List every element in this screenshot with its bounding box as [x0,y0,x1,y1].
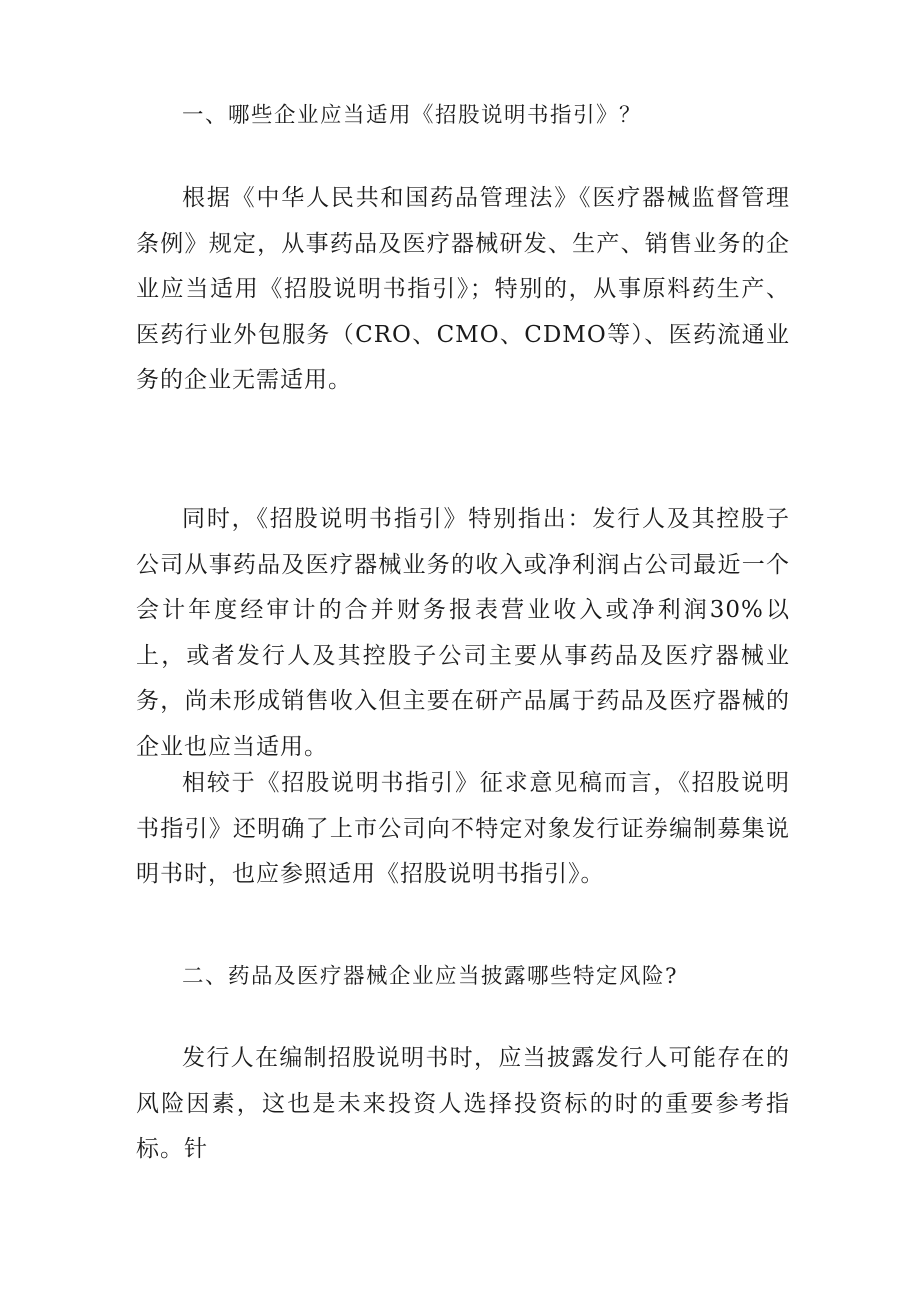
paragraph-risk-disclosure: 发行人在编制招股说明书时，应当披露发行人可能存在的风险因素，这也是未来投资人选择投资标的时的重要参考指标。针 [136,1045,790,1162]
paragraph-comparison: 相较于《招股说明书指引》征求意见稿而言，《招股说明书指引》还明确了上市公司向不特定对象发行证券编制募集说明书时，也应参照适用《招股说明书指引》。 [136,770,790,887]
paragraph-applicability: 根据《中华人民共和国药品管理法》《医疗器械监督管理条例》规定，从事药品及医疗器械研发、生产、销售业务的企业应当适用《招股说明书指引》；特别的，从事原料药生产、医药行业外包服务（CRO、CMO、CDMO等）、医药流通业务的企业无需适用。 [136,185,790,393]
paragraph-revenue-threshold: 同时，《招股说明书指引》特别指出：发行人及其控股子公司从事药品及医疗器械业务的收入或净利润占公司最近一个会计年度经审计的合并财务报表营业收入或净利润30%以上，或者发行人及其控股子公司主要从事药品及医疗器械业务，尚未形成销售收入但主要在研产品属于药品及医疗器械的企业也应当适用。 [136,506,790,760]
section-heading-1: 一、哪些企业应当适用《招股说明书指引》？ [182,103,643,128]
section-heading-2: 二、药品及医疗器械企业应当披露哪些特定风险? [182,964,679,989]
